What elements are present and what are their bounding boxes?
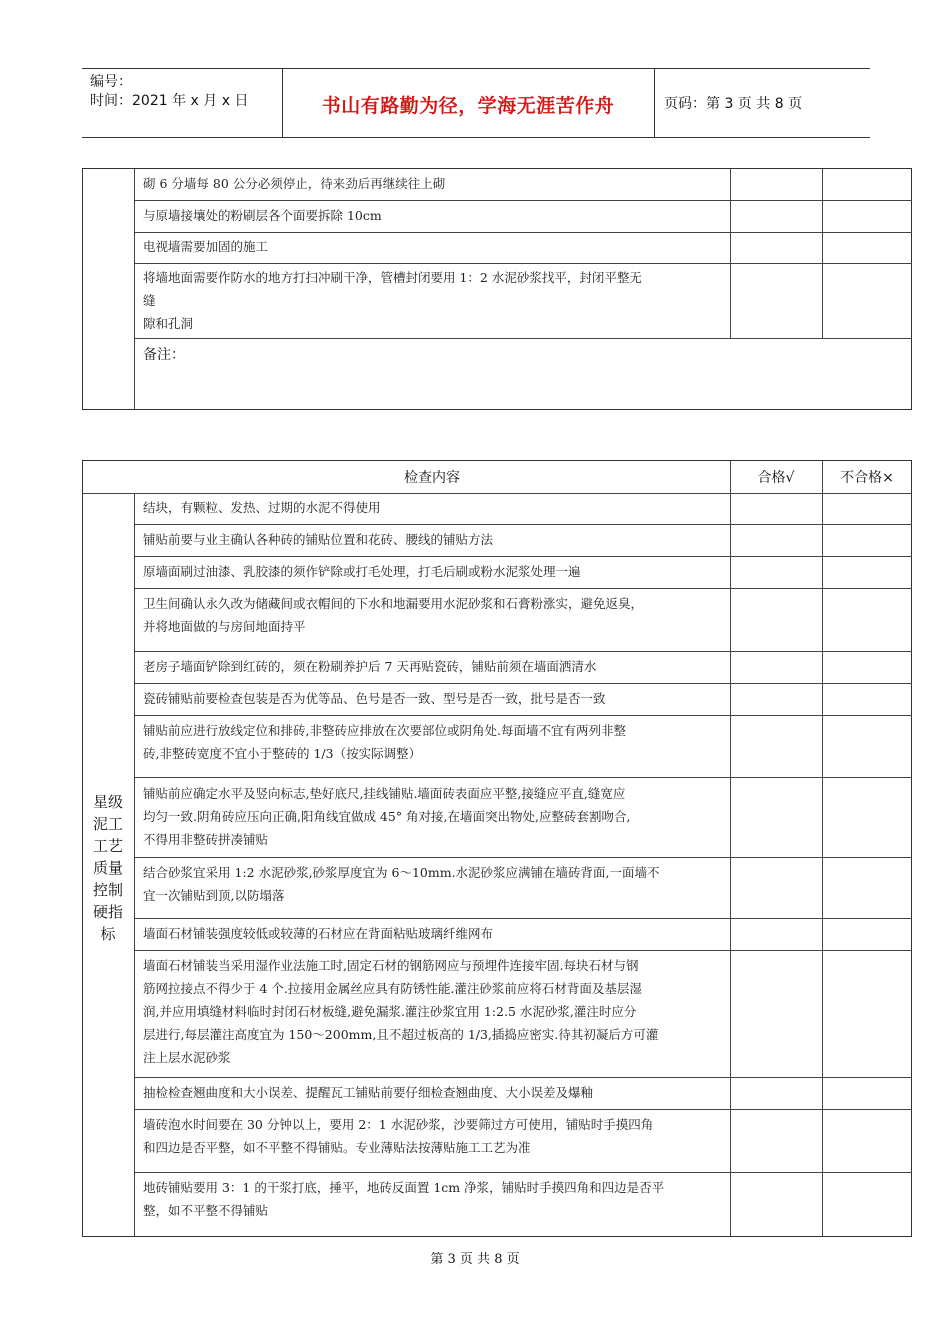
remark-label: 备注： [143, 347, 185, 363]
table-row: 与原墙接壤处的粉刷层各个面要拆除 10cm [143, 208, 382, 223]
table-row: 结合砂浆宜采用 1:2 水泥砂浆,砂浆厚度宜为 6～10mm.水泥砂浆应满铺在墙砖背面,一面墙不 宜一次铺贴到顶,以防塌落 [143, 865, 660, 903]
table-row: 电视墙需要加固的施工 [143, 239, 269, 254]
column-header-content: 检查内容 [404, 470, 460, 486]
category-label: 星级 泥工 工艺 质量 控制 硬指 标 [92, 793, 123, 943]
column-header-fail: 不合格× [840, 470, 894, 486]
table-row: 砌 6 分墙每 80 公分必须停止，待来劲后再继续往上砌 [143, 176, 446, 191]
table-row: 墙面石材铺装强度较低或较薄的石材应在背面粘贴玻璃纤维网布 [143, 926, 494, 941]
table-row: 将墙地面需要作防水的地方打扫冲刷干净，管槽封闭要用 1：2 水泥砂浆找平，封闭平整无 缝 隙和孔洞 [143, 270, 642, 331]
table-row: 结块，有颗粒、发热、过期的水泥不得使用 [143, 500, 381, 515]
page-footer: 第 3 页 共 8 页 [430, 1252, 520, 1267]
header-page-number: 页码：第 3 页 共 8 页 [664, 96, 803, 112]
table-row: 老房子墙面铲除到红砖的，须在粉刷养护后 7 天再贴瓷砖，铺贴前须在墙面洒清水 [143, 659, 597, 674]
table-row: 铺贴前应进行放线定位和排砖,非整砖应排放在次要部位或阴角处.每面墙不宜有两列非整 砖,非整砖宽度不宜小于整砖的 1/3（按实际调整） [143, 723, 626, 761]
table-row: 地砖铺贴要用 3：1 的干浆打底，捶平，地砖反面置 1cm 净浆，铺贴时手摸四角和四边是否平 整，如不平整不得铺贴 [143, 1180, 665, 1218]
date-text: 时间：2021 年 x 月 x 日 [90, 93, 249, 109]
table-row: 卫生间确认永久改为储藏间或衣帽间的下水和地漏要用水泥砂浆和石膏粉涨实，避免返臭， 并将地面做的与房间地面持平 [143, 596, 644, 634]
column-header-pass: 合格√ [757, 470, 795, 486]
quality-control-table [82, 460, 912, 1237]
table-row: 墙砖泡水时间要在 30 分钟以上，要用 2：1 水泥砂浆，沙要筛过方可使用，铺贴时手摸四角 和四边是否平整，如不平整不得铺贴。专业薄贴法按薄贴施工工艺为准 [143, 1117, 654, 1155]
table-row: 铺贴前应确定水平及竖向标志,垫好底尺,挂线铺贴.墙面砖表面应平整,接缝应平直,缝宽应 均匀一致.阴角砖应压向正确,阳角线宜做成 45° 角对接,在墙面突出物处,应整砖套割吻合, 不得用非整砖拼凑铺贴 [143, 786, 631, 847]
header-motto: 书山有路勤为径，学海无涯苦作舟 [321, 95, 615, 117]
header-divider [654, 69, 655, 137]
table-row: 墙面石材铺装当采用湿作业法施工时,固定石材的钢筋网应与预埋件连接牢固.每块石材与钢 筋网拉接点不得少于 4 个.拉接用金属丝应具有防锈性能.灌注砂浆前应将石材背面及基层湿 润,并应用填缝材料临时封闭石材板缝,避免漏浆.灌注砂浆宜用 1:2.5 水泥砂浆,灌注时应分 层进行,每层灌注高度宜为 150～200mm,且不超过板高的 1/3,插捣应密实.待其初凝后方可灌 注上层水泥砂浆 [143, 958, 659, 1065]
checklist-table-continued [82, 168, 912, 410]
header-info [90, 73, 248, 111]
table-row: 原墙面刷过油漆、乳胶漆的须作铲除或打毛处理，打毛后刷或粉水泥浆处理一遍 [143, 564, 581, 579]
page-header [82, 68, 870, 138]
table-row: 铺贴前要与业主确认各种砖的铺贴位置和花砖、腰线的铺贴方法 [143, 532, 494, 547]
number-label: 编号： [90, 74, 132, 90]
table-row: 抽检检查翘曲度和大小误差、提醒瓦工铺贴前要仔细检查翘曲度、大小误差及爆釉 [143, 1085, 594, 1100]
table-row: 瓷砖铺贴前要检查包装是否为优等品、色号是否一致、型号是否一致，批号是否一致 [143, 691, 606, 706]
